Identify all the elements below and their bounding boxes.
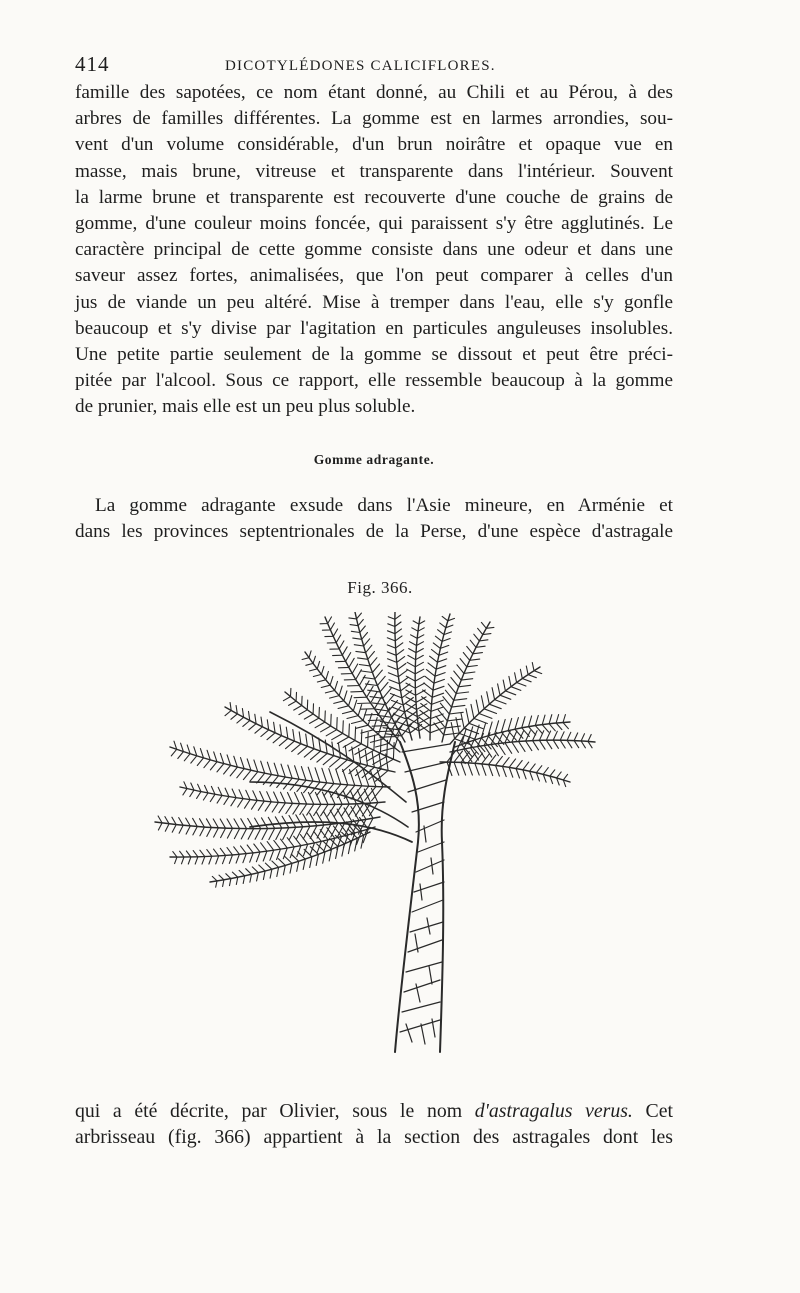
text-line: la larme brune et transparente est recouverte d'une couche de grains de xyxy=(75,186,673,208)
paragraph-gomme-adragante xyxy=(75,493,673,545)
text-line: vent d'un volume considérable, d'un brun noirâtre et opaque vue en xyxy=(75,134,673,156)
page-header xyxy=(75,52,680,80)
text-line: caractère principal de cette gomme consiste dans une odeur et dans une xyxy=(75,239,673,261)
species-name: d'astragalus verus. xyxy=(474,1100,633,1122)
frond-rachis xyxy=(225,707,395,772)
frond-leaflets xyxy=(183,782,378,816)
text-line: arbres de familles différentes. La gomme est en larmes arrondies, sou- xyxy=(75,108,673,130)
text-line xyxy=(75,1098,673,1124)
text-line: jus de viande un peu altéré. Mise à tremper dans l'eau, elle s'y gonfle xyxy=(75,291,673,313)
paragraph-gomme-sapotees xyxy=(75,80,673,421)
text-line: La gomme adragante exsude dans l'Asie mineure, en Arménie et xyxy=(95,495,673,516)
text-run: qui a été décrite, par Olivier, sous le nom xyxy=(75,1100,475,1122)
text-line: beaucoup et s'y divise par l'agitation en particules anguleuses insolubles. xyxy=(75,317,673,339)
text-line: gomme, d'une couleur moins foncée, qui paraissent s'y être agglutinés. Le xyxy=(75,213,673,235)
text-line: arbrisseau (fig. 366) appartient à la section des astragales dont les xyxy=(75,1126,673,1149)
page-number: 414 xyxy=(75,52,110,76)
text-run: Cet xyxy=(632,1100,673,1122)
figure-caption: Fig. 366. xyxy=(347,578,413,597)
frond-leaflets xyxy=(158,804,373,840)
section-heading: Gomme adragante. xyxy=(313,452,435,467)
frond-leaflets xyxy=(447,751,568,787)
text-line: Une petite partie seulement de la gomme se dissout et peut être préci- xyxy=(75,344,673,366)
frond-leaflets xyxy=(406,621,431,731)
text-line: masse, mais brune, vitreuse et transparente dans l'intérieur. Souvent xyxy=(75,160,673,182)
running-head: DICOTYLÉDONES CALICIFLORES. xyxy=(225,58,496,74)
text-line: saveur assez fortes, animalisées, que l'on peut comparer à celles d'un xyxy=(75,265,673,287)
text-line: famille des sapotées, ce nom étant donné, au Chili et au Pérou, à des xyxy=(75,82,673,103)
text-line: pitée par l'alcool. Sous ce rapport, elle ressemble beaucoup à la gomme xyxy=(75,370,673,392)
astragalus-shrub-icon xyxy=(150,612,600,1072)
text-line: de prunier, mais elle est un peu plus soluble. xyxy=(75,396,416,418)
paragraph-olivier xyxy=(75,1098,673,1150)
text-line: dans les provinces septentrionales de la Perse, d'une espèce d'astragale xyxy=(75,521,673,543)
